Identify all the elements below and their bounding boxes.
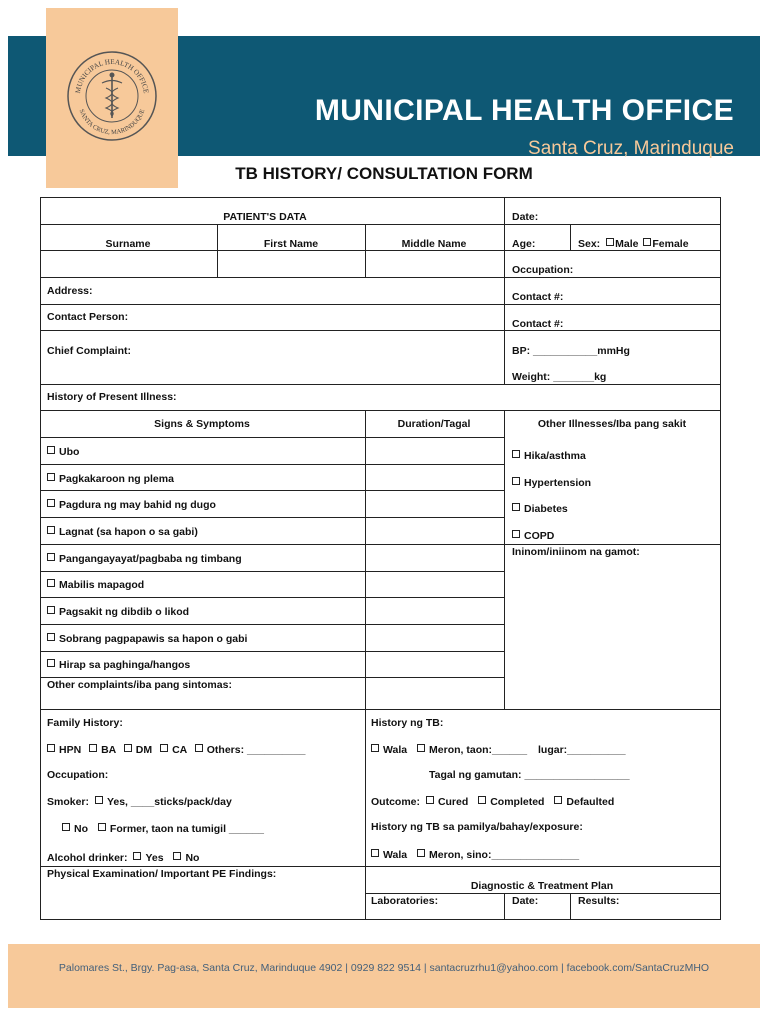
- family-history-options: [47, 744, 305, 756]
- symptom-label: Lagnat (sa hapon o sa gabi): [59, 526, 198, 538]
- illness-checkbox[interactable]: [512, 477, 520, 485]
- footer-band: [8, 944, 760, 1008]
- illness-label: Hika/asthma: [524, 450, 586, 462]
- occupation-label: Occupation:: [512, 264, 574, 276]
- illness-item[interactable]: [512, 477, 591, 489]
- completed-checkbox[interactable]: [478, 796, 486, 804]
- illness-label: COPD: [524, 530, 555, 542]
- smoker-field: [47, 796, 232, 808]
- illness-item[interactable]: [512, 503, 568, 515]
- hpn-label: HPN: [59, 744, 82, 756]
- tb-history-options: [371, 744, 626, 756]
- symptom-item[interactable]: [47, 659, 190, 671]
- cured-label: Cured: [437, 796, 469, 808]
- smoker-no-checkbox[interactable]: [62, 823, 70, 831]
- duration-header: Duration/Tagal: [397, 418, 471, 430]
- symptom-checkbox[interactable]: [47, 553, 55, 561]
- alcohol-no-checkbox[interactable]: [173, 852, 181, 860]
- outcome-field: [371, 796, 614, 808]
- laboratories-label: Laboratories:: [371, 895, 439, 907]
- bp-field: BP: ___________mmHg: [512, 345, 630, 357]
- seal-bottom-text: SANTA CRUZ, MARINDUQUE: [77, 108, 147, 137]
- smoker-no-former-field: [62, 823, 264, 835]
- history-present-illness-label: History of Present Illness:: [47, 391, 177, 403]
- completed-label: Completed: [490, 796, 545, 808]
- middle-name-label: Middle Name: [401, 238, 467, 250]
- cured-checkbox[interactable]: [426, 796, 434, 804]
- symptom-item[interactable]: [47, 446, 79, 458]
- hpn-checkbox[interactable]: [47, 744, 55, 752]
- illness-label: Diabetes: [524, 503, 568, 515]
- symptom-checkbox[interactable]: [47, 659, 55, 667]
- alcohol-label: Alcohol drinker:: [47, 852, 128, 864]
- alcohol-yes-label: Yes: [145, 852, 164, 864]
- illness-item[interactable]: [512, 530, 554, 542]
- ba-label: BA: [101, 744, 116, 756]
- tb-meron-checkbox[interactable]: [417, 744, 425, 752]
- symptom-checkbox[interactable]: [47, 473, 55, 481]
- others-label: Others: __________: [206, 744, 306, 756]
- exposure-wala-checkbox[interactable]: [371, 849, 379, 857]
- exposure-wala-label: Wala: [383, 849, 408, 861]
- female-checkbox[interactable]: [643, 238, 651, 246]
- tb-wala-label: Wala: [383, 744, 408, 756]
- form-title: TB HISTORY/ CONSULTATION FORM: [235, 164, 533, 183]
- symptom-checkbox[interactable]: [47, 446, 55, 454]
- consultation-form: [40, 197, 721, 920]
- symptom-item[interactable]: [47, 579, 144, 591]
- lab-date-label: Date:: [512, 895, 539, 907]
- ca-label: CA: [172, 744, 187, 756]
- tb-lugar-label: lugar:__________: [538, 744, 626, 756]
- surname-label: Surname: [105, 238, 151, 250]
- symptom-item[interactable]: [47, 526, 198, 538]
- symptom-checkbox[interactable]: [47, 499, 55, 507]
- footer-contact-text: Palomares St., Brgy. Pag-asa, Santa Cruz, Marinduque 4902 | 0929 822 9514 | santacruzrhu1@yahoo.com | facebook.com/SantaCruzMHO: [58, 962, 710, 974]
- symptom-item[interactable]: [47, 473, 174, 485]
- symptom-checkbox[interactable]: [47, 579, 55, 587]
- smoker-yes-checkbox[interactable]: [95, 796, 103, 804]
- symptom-label: Mabilis mapagod: [59, 579, 145, 591]
- exposure-meron-checkbox[interactable]: [417, 849, 425, 857]
- alcohol-no-label: No: [185, 852, 200, 864]
- date-label: Date:: [512, 211, 539, 223]
- symptom-label: Sobrang pagpapawis sa hapon o gabi: [59, 633, 248, 645]
- symptom-checkbox[interactable]: [47, 526, 55, 534]
- symptom-item[interactable]: [47, 499, 216, 511]
- symptom-label: Pagsakit ng dibdib o likod: [59, 606, 190, 618]
- age-label: Age:: [512, 238, 536, 250]
- female-label: Female: [652, 238, 689, 250]
- smoker-yes-label: Yes, ____sticks/pack/day: [106, 796, 232, 808]
- tb-meron-label: Meron, taon:______: [429, 744, 528, 756]
- smoker-no-label: No: [74, 823, 88, 835]
- office-location: Santa Cruz, Marinduque: [528, 138, 734, 159]
- defaulted-label: Defaulted: [566, 796, 615, 808]
- smoker-former-checkbox[interactable]: [98, 823, 106, 831]
- patient-data-header: PATIENT'S DATA: [223, 211, 307, 223]
- symptom-label: Pagkakaroon ng plema: [59, 473, 174, 485]
- contact-number-label: Contact #:: [512, 291, 564, 303]
- address-label: Address:: [47, 285, 93, 297]
- symptom-checkbox[interactable]: [47, 633, 55, 641]
- tb-family-exposure-label: History ng TB sa pamilya/bahay/exposure:: [371, 821, 583, 833]
- medication-label: Ininom/iniinom na gamot:: [512, 546, 640, 558]
- dm-checkbox[interactable]: [124, 744, 132, 752]
- illness-checkbox[interactable]: [512, 450, 520, 458]
- other-illnesses-header: Other Illnesses/Iba pang sakit: [537, 418, 687, 430]
- other-complaints-label: Other complaints/iba pang sintomas:: [47, 679, 232, 691]
- smoker-former-label: Former, taon na tumigil ______: [109, 823, 264, 835]
- dm-label: DM: [135, 744, 153, 756]
- contact-person-label: Contact Person:: [47, 311, 129, 323]
- symptom-checkbox[interactable]: [47, 606, 55, 614]
- chief-complaint-label: Chief Complaint:: [47, 345, 131, 357]
- alcohol-yes-checkbox[interactable]: [133, 852, 141, 860]
- contact-person-number-label: Contact #:: [512, 318, 564, 330]
- lab-results-label: Results:: [578, 895, 620, 907]
- symptom-item[interactable]: [47, 553, 242, 565]
- others-checkbox[interactable]: [195, 744, 203, 752]
- first-name-label: First Name: [263, 238, 319, 250]
- symptom-item[interactable]: [47, 633, 247, 645]
- illness-label: Hypertension: [524, 477, 592, 489]
- seal-panel: [46, 8, 178, 188]
- alcohol-field: [47, 852, 199, 864]
- family-occupation-label: Occupation:: [47, 769, 109, 781]
- weight-field: Weight: _______kg: [512, 371, 607, 383]
- tb-history-label: History ng TB:: [371, 717, 444, 729]
- diagnostic-plan-header: Diagnostic & Treatment Plan: [470, 880, 614, 892]
- illness-checkbox[interactable]: [512, 530, 520, 538]
- symptom-label: Hirap sa paghinga/hangos: [59, 659, 191, 671]
- sex-label: Sex:: [578, 238, 601, 250]
- office-title: MUNICIPAL HEALTH OFFICE: [314, 94, 734, 127]
- symptom-label: Ubo: [59, 446, 80, 458]
- signs-symptoms-header: Signs & Symptoms: [154, 418, 250, 430]
- symptom-item[interactable]: [47, 606, 189, 618]
- sex-field: [578, 238, 689, 250]
- family-history-label: Family History:: [47, 717, 123, 729]
- symptom-label: Pangangayayat/pagbaba ng timbang: [59, 553, 242, 565]
- illness-checkbox[interactable]: [512, 503, 520, 511]
- defaulted-checkbox[interactable]: [554, 796, 562, 804]
- municipal-seal: [66, 50, 158, 142]
- ba-checkbox[interactable]: [89, 744, 97, 752]
- male-label: Male: [615, 238, 639, 250]
- tb-family-options: [371, 849, 579, 861]
- male-checkbox[interactable]: [606, 238, 614, 246]
- smoker-label: Smoker:: [47, 796, 90, 808]
- symptom-label: Pagdura ng may bahid ng dugo: [59, 499, 216, 511]
- exposure-meron-label: Meron, sino:_______________: [429, 849, 580, 861]
- physical-exam-label: Physical Examination/ Important PE Findings:: [47, 868, 277, 880]
- tb-wala-checkbox[interactable]: [371, 744, 379, 752]
- ca-checkbox[interactable]: [160, 744, 168, 752]
- illness-item[interactable]: [512, 450, 586, 462]
- tagal-gamutan-field: Tagal ng gamutan: __________________: [429, 769, 630, 781]
- seal-top-text: MUNICIPAL HEALTH OFFICE: [74, 57, 150, 94]
- outcome-label: Outcome:: [371, 796, 421, 808]
